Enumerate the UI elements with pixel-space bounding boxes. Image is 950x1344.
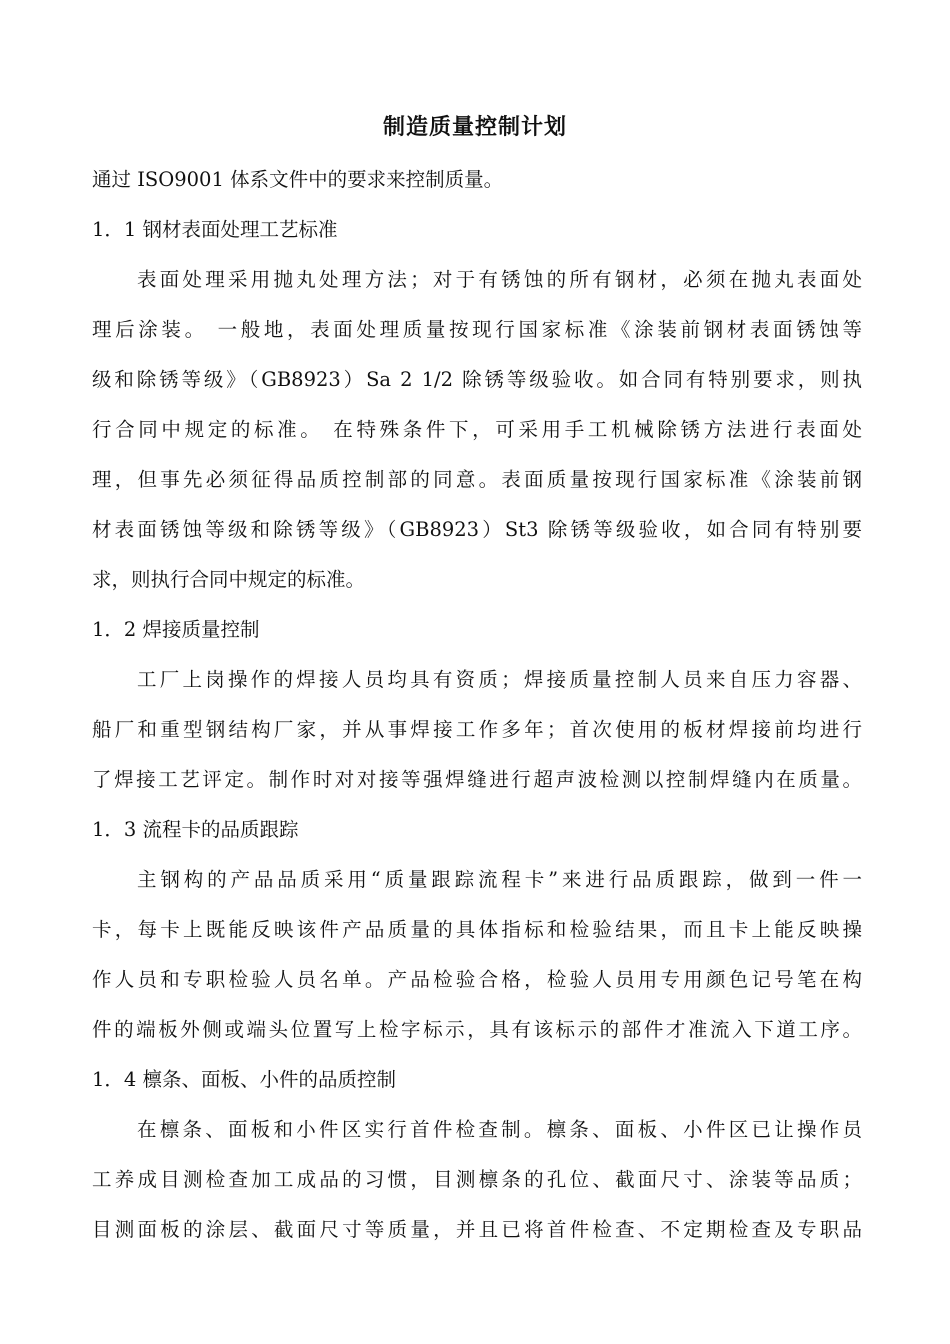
section-heading: 1．4 檩条、面板、小件的品质控制 xyxy=(92,1068,397,1091)
paragraph-line: 卡，每卡上既能反映该件产品质量的具体指标和检验结果，而且卡上能反映操 xyxy=(92,918,862,941)
paragraph-line: 在檩条、面板和小件区实行首件检查制。檩条、面板、小件区已让操作员 xyxy=(137,1118,862,1141)
paragraph-line: 主钢构的产品品质采用“质量跟踪流程卡”来进行品质跟踪，做到一件一 xyxy=(137,868,862,891)
section-heading: 1．1 钢材表面处理工艺标准 xyxy=(92,218,338,241)
paragraph-line: 船厂和重型钢结构厂家，并从事焊接工作多年；首次使用的板材焊接前均进行 xyxy=(92,718,862,741)
intro-paragraph: 通过 ISO9001 体系文件中的要求来控制质量。 xyxy=(92,168,504,191)
paragraph-line: 行合同中规定的标准。 在特殊条件下，可采用手工机械除锈方法进行表面处 xyxy=(92,418,862,441)
document-body xyxy=(92,155,862,1255)
paragraph-line: 件的端板外侧或端头位置写上检字标示，具有该标示的部件才准流入下道工序。 xyxy=(92,1018,862,1041)
document-title: 制造质量控制计划 xyxy=(382,114,567,140)
paragraph-line: 求，则执行合同中规定的标准。 xyxy=(92,568,366,591)
paragraph-line: 材表面锈蚀等级和除锈等级》（GB8923）St3 除锈等级验收，如合同有特别要 xyxy=(92,518,862,541)
paragraph-line: 工养成目测检查加工成品的习惯，目测檩条的孔位、截面尺寸、涂装等品质； xyxy=(92,1168,862,1191)
section-heading: 1．3 流程卡的品质跟踪 xyxy=(92,818,299,841)
paragraph-line: 表面处理采用抛丸处理方法；对于有锈蚀的所有钢材，必须在抛丸表面处 xyxy=(137,268,862,291)
paragraph-line: 工厂上岗操作的焊接人员均具有资质；焊接质量控制人员来自压力容器、 xyxy=(137,668,862,691)
paragraph-line: 理后涂装。 一般地，表面处理质量按现行国家标准《涂装前钢材表面锈蚀等 xyxy=(92,318,862,341)
section-heading: 1．2 焊接质量控制 xyxy=(92,618,260,641)
paragraph-line: 了焊接工艺评定。制作时对对接等强焊缝进行超声波检测以控制焊缝内在质量。 xyxy=(92,768,862,791)
paragraph-line: 目测面板的涂层、截面尺寸等质量，并且已将首件检查、不定期检查及专职品 xyxy=(92,1218,862,1241)
paragraph-line: 理，但事先必须征得品质控制部的同意。表面质量按现行国家标准《涂装前钢 xyxy=(92,468,862,491)
paragraph-line: 作人员和专职检验人员名单。产品检验合格，检验人员用专用颜色记号笔在构 xyxy=(92,968,862,991)
paragraph-line: 级和除锈等级》（GB8923）Sa 2 1/2 除锈等级验收。如合同有特别要求，则执 xyxy=(92,368,862,391)
